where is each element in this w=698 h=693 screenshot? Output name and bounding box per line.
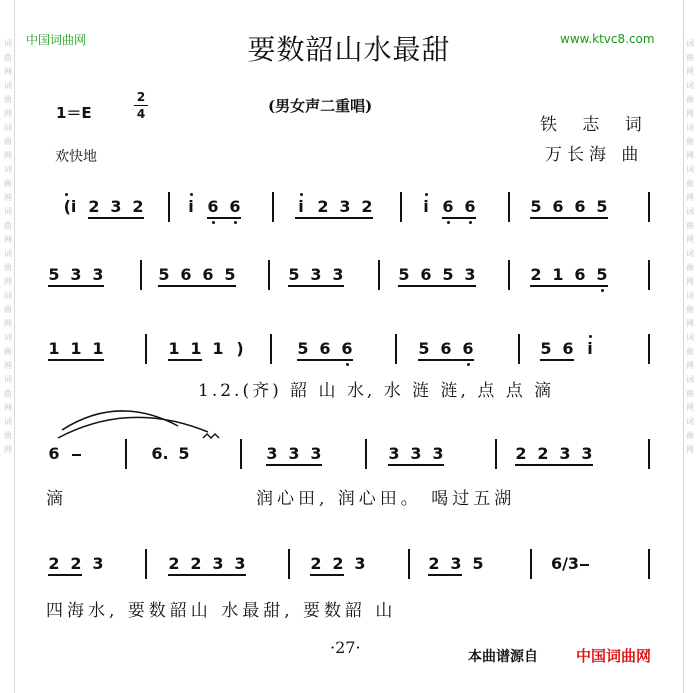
source-site: 中国词曲网	[576, 647, 652, 665]
note: 6	[442, 197, 454, 216]
note: 3	[410, 444, 422, 463]
note: 3	[70, 265, 82, 284]
watermark-char: 曲	[4, 95, 12, 104]
note: 5	[418, 339, 430, 358]
watermark-char: 曲	[686, 53, 694, 62]
note: )	[236, 339, 244, 358]
watermark-char: 词	[4, 123, 12, 132]
watermark-char: 曲	[686, 305, 694, 314]
note: 5	[297, 339, 309, 358]
note: 2	[537, 444, 549, 463]
note: 6	[462, 339, 474, 358]
source-label: 本曲谱源自	[468, 649, 538, 665]
watermark-char: 曲	[686, 179, 694, 188]
note: 3	[110, 197, 122, 216]
note: i	[423, 197, 429, 216]
watermark-char: 词	[686, 249, 694, 258]
watermark-char: 网	[686, 361, 694, 370]
note: 5	[540, 339, 552, 358]
note: 6	[341, 339, 353, 358]
note: 3	[288, 444, 300, 463]
note: i	[188, 197, 194, 216]
watermark-char: 词	[686, 39, 694, 48]
watermark-char: 网	[686, 445, 694, 454]
note: 6	[440, 339, 452, 358]
note: 2	[132, 197, 144, 216]
watermark-char: 曲	[4, 347, 12, 356]
note: 6	[574, 197, 586, 216]
note: 5	[596, 197, 608, 216]
note: 2	[70, 554, 82, 573]
watermark-char: 词	[686, 207, 694, 216]
note: 3	[432, 444, 444, 463]
note: 2	[515, 444, 527, 463]
watermark-char: 词	[4, 39, 12, 48]
note: 1	[48, 339, 60, 358]
lyric-line-4b: 润心田, 润心田。 喝过五湖	[256, 489, 516, 509]
watermark-char: 词	[4, 249, 12, 258]
watermark-char: 网	[686, 109, 694, 118]
watermark-char: 曲	[686, 95, 694, 104]
note: 1	[70, 339, 82, 358]
note: 3	[450, 554, 462, 573]
site-url: www.ktvc8.com	[560, 32, 655, 46]
note: 6	[202, 265, 214, 284]
note: 3	[234, 554, 246, 573]
note: 2	[168, 554, 180, 573]
note: 5	[530, 197, 542, 216]
note: 3	[581, 444, 593, 463]
watermark-char: 词	[686, 123, 694, 132]
watermark-char: 词	[686, 417, 694, 426]
note: 6/3	[550, 554, 580, 573]
note: (i	[63, 197, 77, 216]
watermark-char: 词	[4, 375, 12, 384]
watermark-char: 网	[686, 67, 694, 76]
note: 5	[158, 265, 170, 284]
note: 6	[207, 197, 219, 216]
note: 2	[428, 554, 440, 573]
watermark-char: 网	[4, 151, 12, 160]
watermark-char: 曲	[686, 221, 694, 230]
site-name: 中国词曲网	[26, 33, 87, 47]
note: 6	[562, 339, 574, 358]
watermark-char: 网	[4, 235, 12, 244]
song-title: 要数韶山水最甜	[247, 33, 451, 66]
note: 6	[319, 339, 331, 358]
watermark-char: 曲	[686, 263, 694, 272]
note: 6	[420, 265, 432, 284]
note: 3	[310, 444, 322, 463]
note: 2	[48, 554, 60, 573]
note: 6	[229, 197, 241, 216]
note: 2	[317, 197, 329, 216]
note: 2	[332, 554, 344, 573]
watermark-char: 曲	[4, 305, 12, 314]
lyric-line-3: 1.2.(齐) 韶 山 水, 水 涟 涟, 点 点 滴	[198, 381, 555, 401]
watermark-char: 词	[4, 333, 12, 342]
note: 6	[574, 265, 586, 284]
watermark-char: 网	[4, 109, 12, 118]
note: 3	[212, 554, 224, 573]
note: 6.	[151, 444, 169, 463]
watermark-char: 网	[4, 67, 12, 76]
watermark-char: 网	[4, 193, 12, 202]
note: i	[587, 339, 593, 358]
note: 5	[596, 265, 608, 284]
note: 3	[92, 265, 104, 284]
note: 3	[464, 265, 476, 284]
note: 3	[354, 554, 366, 573]
note: 1	[190, 339, 202, 358]
note: 2	[310, 554, 322, 573]
watermark-char: 曲	[4, 389, 12, 398]
meter-bottom: 4	[136, 107, 146, 121]
note: 6	[464, 197, 476, 216]
note: 1	[552, 265, 564, 284]
watermark-char: 曲	[4, 53, 12, 62]
note: 3	[310, 265, 322, 284]
note: 3	[559, 444, 571, 463]
watermark-char: 网	[4, 277, 12, 286]
page-number: ·27·	[330, 638, 361, 657]
note: 3	[339, 197, 351, 216]
meter-top: 2	[136, 90, 146, 104]
note: 3	[332, 265, 344, 284]
note: i	[298, 197, 304, 216]
note: 1	[92, 339, 104, 358]
watermark-char: 词	[4, 81, 12, 90]
watermark-char: 网	[4, 361, 12, 370]
watermark-char: 词	[4, 291, 12, 300]
watermark-char: 网	[4, 319, 12, 328]
lyricist-credit: 铁 志 词	[540, 115, 652, 135]
composer-credit: 万长海 曲	[545, 145, 644, 165]
tempo-marking: 欢快地	[55, 149, 97, 165]
watermark-char: 词	[4, 165, 12, 174]
lyric-line-4a: 滴	[46, 489, 64, 509]
watermark-char: 曲	[4, 263, 12, 272]
note: 6	[180, 265, 192, 284]
note: 5	[472, 554, 484, 573]
watermark-char: 词	[686, 165, 694, 174]
watermark-char: 曲	[686, 347, 694, 356]
watermark-char: 曲	[4, 137, 12, 146]
watermark-char: 网	[4, 403, 12, 412]
note: 6	[552, 197, 564, 216]
watermark-char: 网	[4, 445, 12, 454]
note: 5	[288, 265, 300, 284]
watermark-char: 曲	[4, 221, 12, 230]
watermark-char: 曲	[4, 179, 12, 188]
watermark-char: 曲	[686, 389, 694, 398]
subtitle: (男女声二重唱)	[268, 97, 373, 115]
watermark-char: 词	[4, 207, 12, 216]
key-signature: 1＝E	[56, 104, 92, 122]
note: 6	[48, 444, 60, 463]
watermark-char: 词	[686, 333, 694, 342]
note: 5	[178, 444, 190, 463]
note: 2	[190, 554, 202, 573]
watermark-char: 词	[686, 291, 694, 300]
watermark-char: 网	[686, 277, 694, 286]
watermark-char: 网	[686, 403, 694, 412]
note: 5	[442, 265, 454, 284]
note: 3	[388, 444, 400, 463]
note: 3	[92, 554, 104, 573]
note: 5	[48, 265, 60, 284]
note: 1	[168, 339, 180, 358]
watermark-char: 网	[686, 235, 694, 244]
note: 2	[530, 265, 542, 284]
note: 3	[266, 444, 278, 463]
note: 2	[88, 197, 100, 216]
watermark-char: 网	[686, 193, 694, 202]
note: 5	[398, 265, 410, 284]
watermark-char: 词	[686, 81, 694, 90]
watermark-char: 网	[686, 151, 694, 160]
watermark-char: 曲	[686, 137, 694, 146]
note: 5	[224, 265, 236, 284]
watermark-char: 曲	[686, 431, 694, 440]
watermark-char: 曲	[4, 431, 12, 440]
note: 2	[361, 197, 373, 216]
lyric-line-5: 四海水, 要数韶山 水最甜, 要数韶 山	[46, 601, 397, 621]
watermark-char: 词	[686, 375, 694, 384]
watermark-char: 词	[4, 417, 12, 426]
note: 1	[212, 339, 224, 358]
watermark-char: 网	[686, 319, 694, 328]
